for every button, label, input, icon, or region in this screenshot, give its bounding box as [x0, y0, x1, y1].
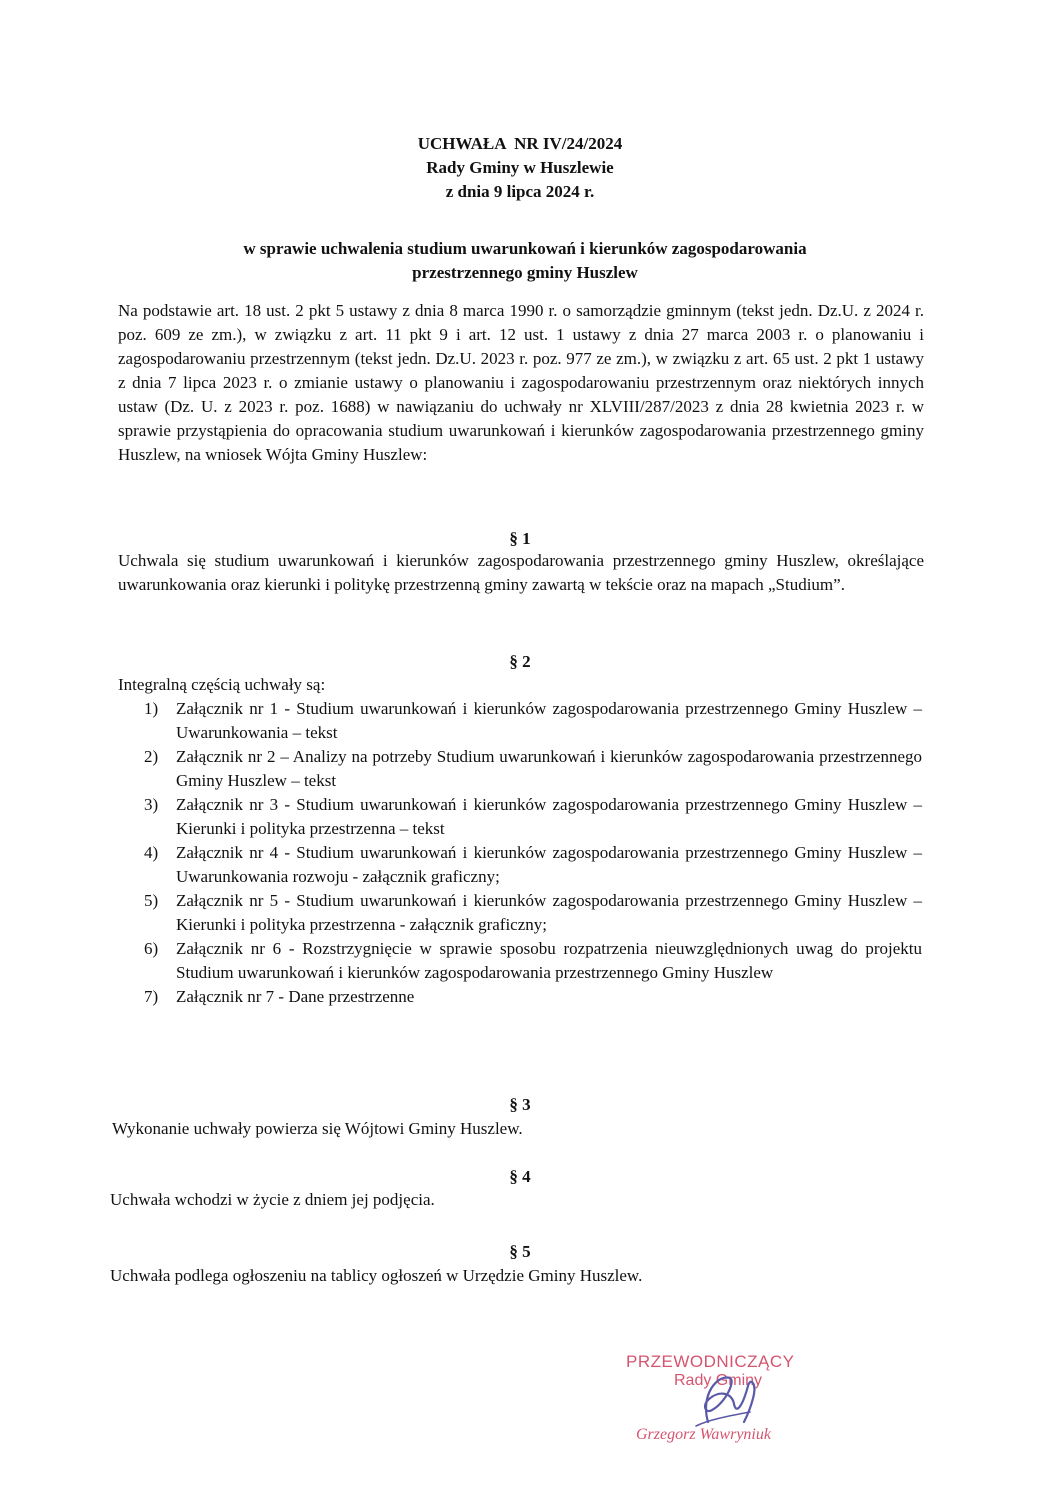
subject-line-2: przestrzennego gminy Huszlew [412, 263, 638, 282]
list-item [118, 985, 922, 1009]
stamp-signatory-name: Grzegorz Wawryniuk [636, 1426, 771, 1443]
chairman-stamp [618, 1352, 858, 1452]
resolution-number: UCHWAŁA NR IV/24/2024 [417, 134, 623, 153]
section-5-text: Uchwała podlega ogłoszeniu na tablicy ogłoszeń w Urzędzie Gminy Huszlew. [110, 1266, 643, 1285]
section-3-text: Wykonanie uchwały powierza się Wójtowi Gminy Huszlew. [112, 1119, 523, 1138]
section-2-intro: Integralną częścią uchwały są: [118, 675, 326, 694]
stamp-title: PRZEWODNICZĄCY [626, 1352, 795, 1371]
section-4-mark: § 4 [509, 1167, 531, 1186]
section-4-text: Uchwała wchodzi w życie z dniem jej podjęcia. [110, 1190, 435, 1209]
list-item-text: Załącznik nr 5 - Studium uwarunkowań i kierunków zagospodarowania przestrzennego Gminy Huszlew – Kierunki i polityka przestrzenna - załącznik graficzny; [176, 891, 922, 934]
list-item-text: Załącznik nr 6 - Rozstrzygnięcie w sprawie sposobu rozpatrzenia nieuwzględnionych uwag do projektu Studium uwarunkowań i kierunków zagospodarowania przestrzennego Gminy Huszlew [176, 939, 922, 982]
section-2-mark: § 2 [509, 652, 531, 671]
section-1-text: Uchwala się studium uwarunkowań i kierunków zagospodarowania przestrzennego gminy Huszlew, określające uwarunkowania oraz kierunki i politykę przestrzenną gminy zawartą w tekście oraz na mapach „Studium”. [118, 551, 924, 594]
resolution-header [0, 132, 1040, 204]
list-item-text: Załącznik nr 1 - Studium uwarunkowań i kierunków zagospodarowania przestrzennego Gminy Huszlew – Uwarunkowania – tekst [176, 699, 922, 742]
section-5-mark: § 5 [509, 1242, 531, 1261]
resolution-subject [0, 237, 1050, 285]
council-name: Rady Gminy w Huszlewie [426, 158, 614, 177]
list-item [118, 745, 922, 793]
stamp-council: Rady Gminy [674, 1372, 763, 1389]
attachments-list [118, 697, 922, 1009]
list-item [118, 937, 922, 985]
list-item [118, 841, 922, 889]
section-1-mark: § 1 [509, 529, 531, 548]
handwritten-signature [678, 1364, 768, 1434]
list-item-text: Załącznik nr 4 - Studium uwarunkowań i kierunków zagospodarowania przestrzennego Gminy Huszlew – Uwarunkowania rozwoju - załącznik graficzny; [176, 843, 922, 886]
list-item [118, 889, 922, 937]
legal-basis-preamble: Na podstawie art. 18 ust. 2 pkt 5 ustawy z dnia 8 marca 1990 r. o samorządzie gminnym (tekst jedn. Dz.U. z 2024 r. poz. 609 ze zm.), w związku z art. 11 pkt 9 i art. 12 ust. 1 ustawy z dnia 27 marca 2003 r. o planowaniu i zagospodarowaniu przestrzennym (tekst jedn. Dz.U. 2023 r. poz. 977 ze zm.), w związku z art. 65 ust. 2 pkt 1 ustawy z dnia 7 lipca 2023 r. o zmianie ustawy o planowaniu i zagospodarowaniu przestrzennym oraz niektórych innych ustaw (Dz. U. z 2023 r. poz. 1688) w nawiązaniu do uchwały nr XLVIII/287/2023 z dnia 28 kwietnia 2023 r. w sprawie przystąpienia do opracowania studium uwarunkowań i kierunków zagospodarowania przestrzennego gminy Huszlew, na wniosek Wójta Gminy Huszlew: [118, 301, 924, 464]
list-item-number: 2) [144, 747, 159, 766]
list-item [118, 697, 922, 745]
list-item-number: 4) [144, 843, 159, 862]
list-item-text: Załącznik nr 7 - Dane przestrzenne [176, 987, 415, 1006]
list-item-number: 3) [144, 795, 159, 814]
list-item [118, 793, 922, 841]
subject-line-1: w sprawie uchwalenia studium uwarunkowań i kierunków zagospodarowania [243, 239, 807, 258]
list-item-text: Załącznik nr 3 - Studium uwarunkowań i kierunków zagospodarowania przestrzennego Gminy Huszlew – Kierunki i polityka przestrzenna – tekst [176, 795, 922, 838]
list-item-number: 7) [144, 987, 159, 1006]
resolution-date: z dnia 9 lipca 2024 r. [445, 182, 595, 201]
list-item-number: 1) [144, 699, 159, 718]
list-item-number: 6) [144, 939, 159, 958]
list-item-text: Załącznik nr 2 – Analizy na potrzeby Studium uwarunkowań i kierunków zagospodarowania przestrzennego Gminy Huszlew – tekst [176, 747, 922, 790]
section-3-mark: § 3 [509, 1095, 531, 1114]
list-item-number: 5) [144, 891, 159, 910]
